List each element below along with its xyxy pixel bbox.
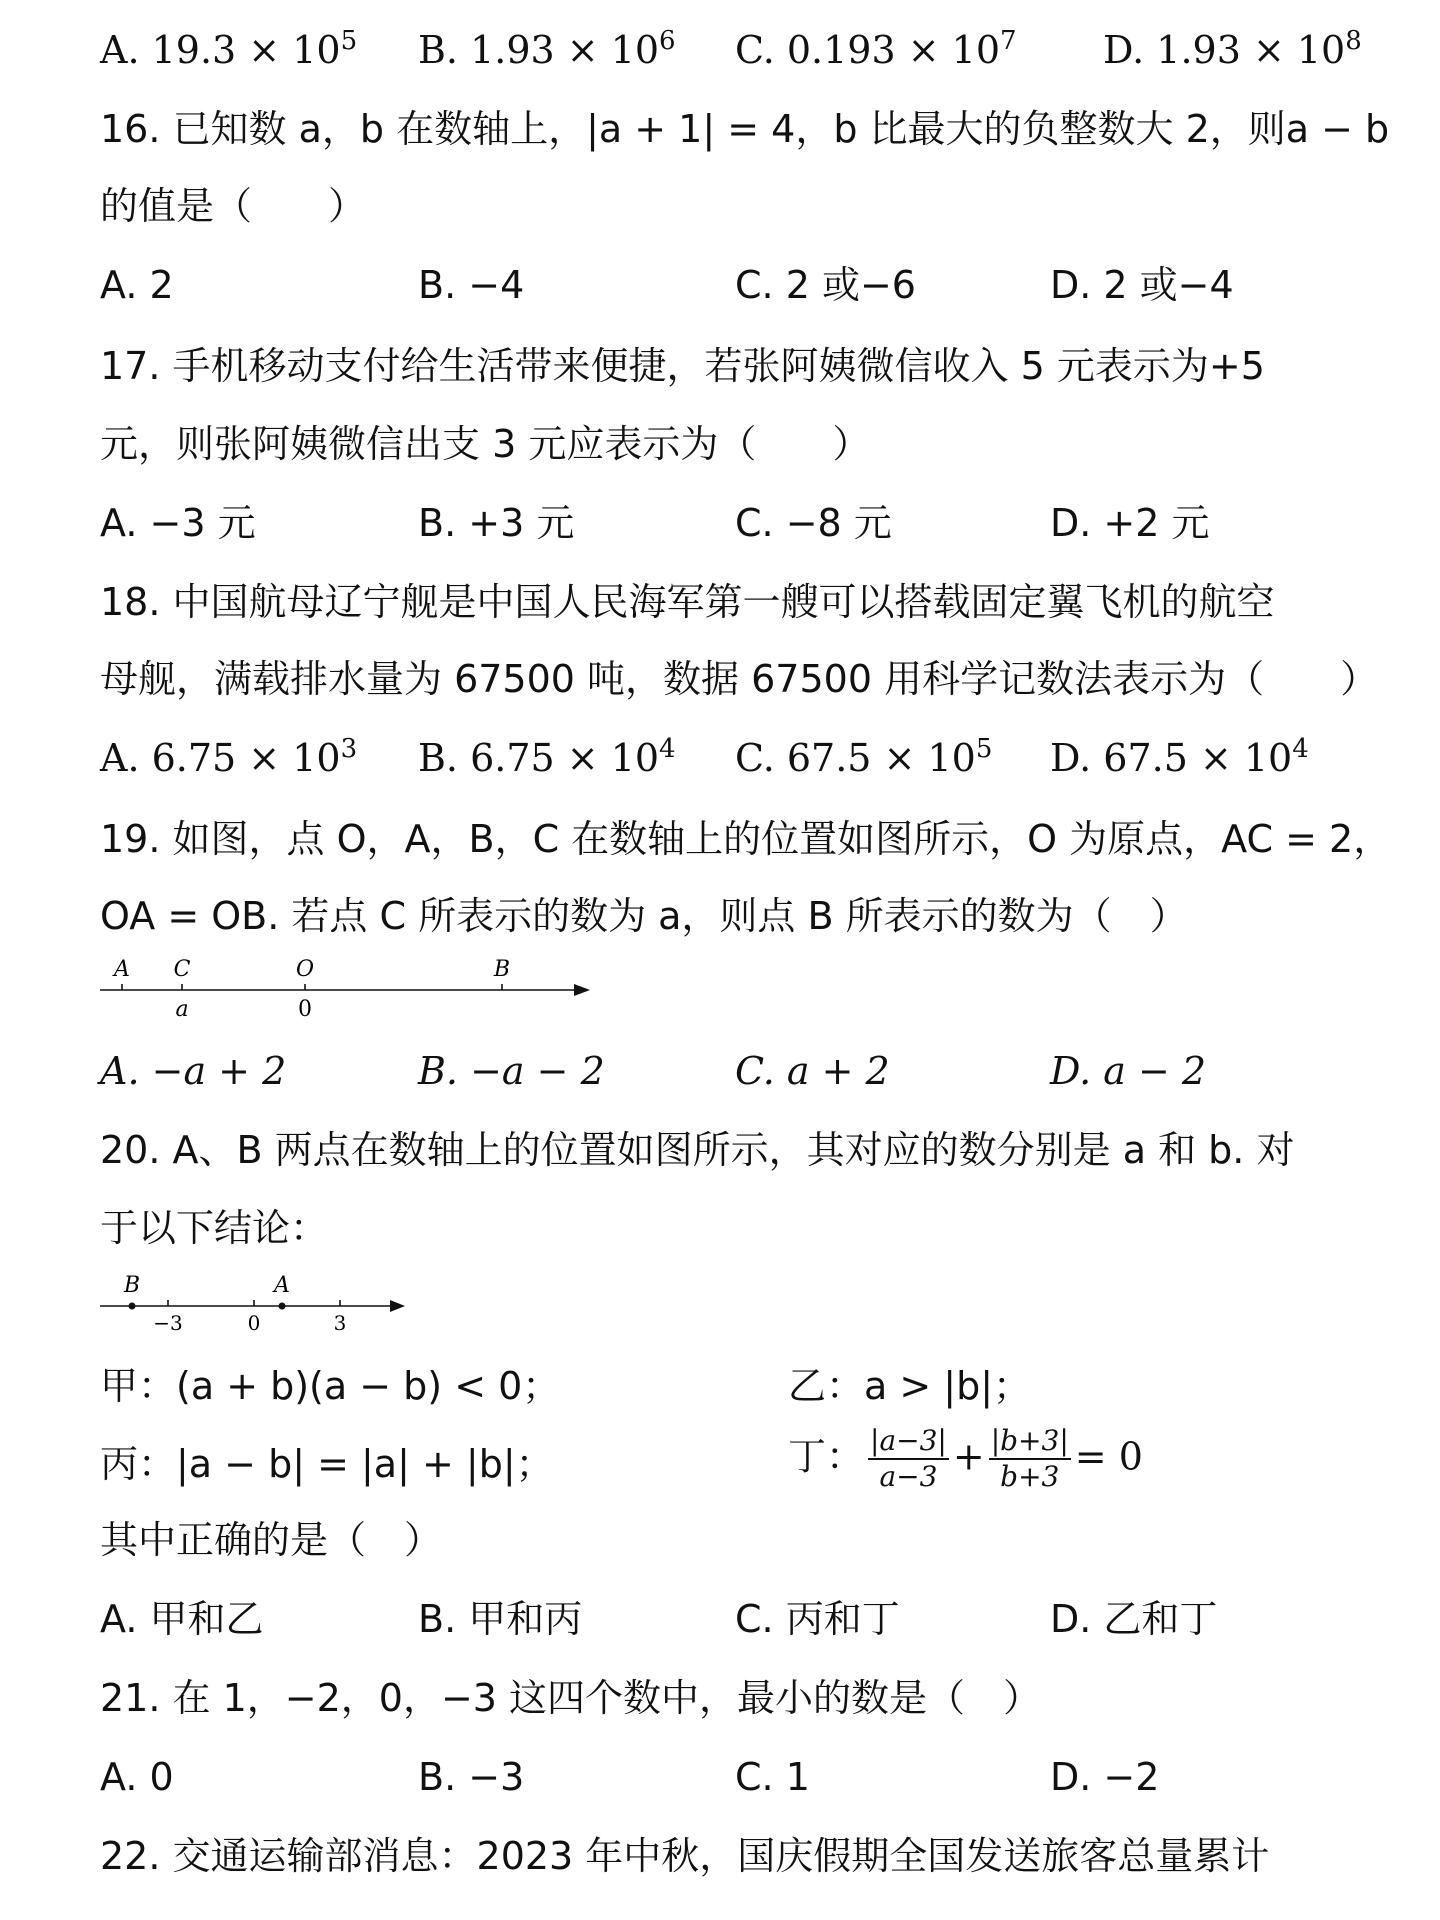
q20-conclusion-bing: 丙：|a − b| = |a| + |b|；: [100, 1442, 554, 1486]
q19-option-b: B. −a − 2: [418, 1049, 605, 1093]
q19-value-0: 0: [298, 997, 312, 1022]
q16-option-d: D. 2 或−4: [1050, 263, 1234, 307]
q20-stem-line1: 20. A、B 两点在数轴上的位置如图所示，其对应的数分别是 a 和 b. 对: [100, 1128, 1295, 1172]
q20-ding-den2: b+3: [1000, 1460, 1060, 1493]
q16-stem-line1: 16. 已知数 a，b 在数轴上，|a + 1| = 4，b 比最大的负整数大 2，则a − b: [100, 107, 1390, 151]
q15-option-a: A. $19.3 \times 10^5$: [100, 26, 358, 72]
q20-number-line: [100, 1270, 405, 1340]
q19-option-a: A. −a + 2: [100, 1049, 287, 1093]
q20-label-a: A: [274, 1273, 290, 1298]
q21-option-b: B. −3: [418, 1755, 525, 1799]
q17-stem-line1: 17. 手机移动支付给生活带来便捷，若张阿姨微信收入 5 元表示为+5: [100, 344, 1265, 388]
q19-label-b: B: [493, 957, 511, 982]
q16-option-a: A. 2: [100, 263, 174, 307]
q20-conclusion-ding: [788, 1424, 1143, 1494]
q20-question-correct: 其中正确的是（ ）: [100, 1518, 443, 1562]
q20-option-c: C. 丙和丁: [735, 1597, 900, 1641]
q20-ding-num2: |b+3|: [989, 1424, 1071, 1460]
q20-option-d: D. 乙和丁: [1050, 1597, 1218, 1641]
q17-option-c: C. −8 元: [735, 501, 892, 545]
q20-option-b: B. 甲和丙: [418, 1597, 583, 1641]
q17-stem-line2: 元，则张阿姨微信出支 3 元应表示为（ ）: [100, 422, 871, 466]
q20-tick-label-3: 3: [333, 1311, 347, 1335]
q18-option-a: A. $6.75 \times 10^3$: [100, 734, 358, 780]
q20-label-b: B: [123, 1273, 141, 1298]
q21-option-a: A. 0: [100, 1755, 174, 1799]
q17-option-d: D. +2 元: [1050, 501, 1210, 545]
q16-stem-line2: 的值是（ ）: [100, 184, 367, 228]
q19-option-c: C. a + 2: [735, 1049, 890, 1093]
q18-stem-line1: 18. 中国航母辽宁舰是中国人民海军第一艘可以搭载固定翼飞机的航空: [100, 580, 1275, 624]
q20-conclusion-jia: 甲：(a + b)(a − b) < 0；: [100, 1364, 561, 1408]
q20-option-a: A. 甲和乙: [100, 1597, 264, 1641]
q19-label-c: C: [173, 957, 191, 982]
q21-option-c: C. 1: [735, 1755, 810, 1799]
q16-option-c: C. 2 或−6: [735, 263, 916, 307]
q15-option-b: B. $1.93 \times 10^6$: [418, 26, 676, 72]
q20-point-b: [129, 1303, 136, 1310]
q20-ding-fraction-1: [868, 1424, 949, 1494]
q18-option-c: C. $67.5 \times 10^5$: [735, 734, 993, 780]
q20-ding-prefix: 丁：: [788, 1434, 865, 1479]
q20-ding-fraction-2: [989, 1424, 1071, 1494]
q20-tick-label-0: 0: [247, 1311, 261, 1335]
q18-option-b: B. $6.75 \times 10^4$: [418, 734, 676, 780]
q21-stem: 21. 在 1，−2，0，−3 这四个数中，最小的数是（ ）: [100, 1676, 1042, 1720]
q16-option-b: B. −4: [418, 263, 525, 307]
q19-stem-line2: OA = OB. 若点 C 所表示的数为 a，则点 B 所表示的数为（ ）: [100, 894, 1188, 938]
q20-tick-label-neg3: −3: [153, 1311, 183, 1335]
q19-label-a: A: [114, 957, 130, 982]
q20-conclusion-yi: 乙：a > |b|；: [788, 1364, 1032, 1408]
q20-ding-suffix: = 0: [1074, 1434, 1143, 1479]
q19-label-o: O: [295, 957, 315, 982]
q18-stem-line2: 母舰，满载排水量为 67500 吨，数据 67500 用科学记数法表示为（ ）: [100, 657, 1379, 701]
q15-option-d: D. $1.93 \times 10^8$: [1103, 26, 1362, 72]
q19-number-line: [100, 950, 590, 1030]
q15-option-c: C. $0.193 \times 10^7$: [735, 26, 1017, 72]
q19-stem-line1: 19. 如图，点 O，A，B，C 在数轴上的位置如图所示，O 为原点，AC = 2，: [100, 817, 1392, 861]
q20-ding-plus: +: [952, 1434, 985, 1479]
q17-option-a: A. −3 元: [100, 501, 256, 545]
q22-stem-line1: 22. 交通运输部消息：2023 年中秋，国庆假期全国发送旅客总量累计: [100, 1834, 1270, 1878]
q17-option-b: B. +3 元: [418, 501, 575, 545]
q20-axis-arrow: [390, 1300, 405, 1312]
q20-point-a: [279, 1303, 286, 1310]
q19-axis-arrow: [574, 984, 590, 996]
q20-conclusions-row2: [100, 1424, 1345, 1510]
q20-ding-num1: |a−3|: [868, 1424, 949, 1460]
q20-stem-line2: 于以下结论：: [100, 1206, 329, 1250]
q18-option-d: D. $67.5 \times 10^4$: [1050, 734, 1309, 780]
q19-option-d: D. a − 2: [1050, 1049, 1207, 1093]
q20-ding-den1: a−3: [879, 1460, 938, 1493]
q21-option-d: D. −2: [1050, 1755, 1160, 1799]
q19-value-a: a: [175, 997, 189, 1022]
